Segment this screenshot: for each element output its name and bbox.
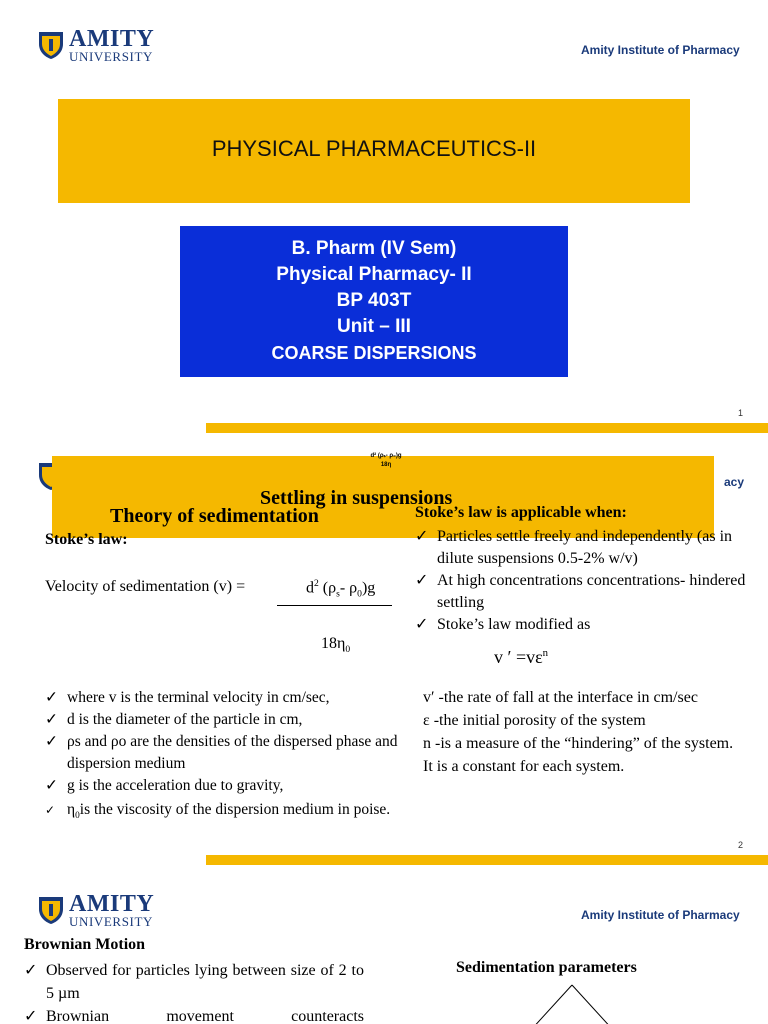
bullet-text: At high concentrations concentrations- hindered settling <box>437 572 746 611</box>
title-banner <box>58 99 690 203</box>
numerator-g: )g <box>361 579 376 597</box>
check-icon: ✓ <box>24 962 38 979</box>
slide-3 <box>0 865 768 1024</box>
modified-equation <box>494 647 548 668</box>
formula-denominator <box>321 635 350 655</box>
bullet-text: is the viscosity of the dispersion medium in poise. <box>79 801 391 818</box>
left-bullet-list <box>45 687 405 827</box>
check-icon: ✓ <box>45 711 58 728</box>
crest-icon <box>37 30 65 60</box>
list-item <box>45 687 405 709</box>
numerator-squared: 2 <box>314 578 319 589</box>
right-heading: Stoke’s law is applicable when: <box>415 504 627 521</box>
right-bullet-list <box>415 526 760 636</box>
tiny-formula-top: d² (ρₛ- ρ₀)g <box>370 453 402 459</box>
list-item <box>24 1005 364 1024</box>
definition: n -is a measure of the “hindering” of the system. It is a constant for each system. <box>423 735 734 775</box>
course-box <box>180 226 568 377</box>
check-icon: ✓ <box>45 733 58 750</box>
sedimentation-parameters-heading: Sedimentation parameters <box>456 959 637 976</box>
course-line-2: Physical Pharmacy- II <box>276 264 472 285</box>
check-icon: ✓ <box>45 777 58 794</box>
brand-sub: UNIVERSITY <box>69 914 153 929</box>
definition: v′ -the rate of fall at the interface in cm/sec <box>423 689 698 706</box>
formula-numerator <box>306 578 375 600</box>
brand-name: AMITY <box>69 26 155 52</box>
check-icon: ✓ <box>45 803 56 817</box>
institute-name-partial: acy <box>724 475 745 489</box>
numerator-d: d <box>306 579 314 597</box>
list-item <box>45 731 405 775</box>
brand-name: AMITY <box>69 891 155 917</box>
page-number: 2 <box>738 840 744 850</box>
numerator-minus: - ρ <box>339 579 358 597</box>
amity-logo <box>37 893 177 929</box>
check-icon: ✓ <box>45 689 58 706</box>
tiny-formula-bottom: 18η <box>380 462 392 468</box>
list-item <box>45 709 405 731</box>
bullet-text: where v is the terminal velocity in cm/sec, <box>67 689 330 706</box>
numerator-s: s <box>336 588 340 600</box>
slide-title: PHYSICAL PHARMACEUTICS-II <box>211 136 537 161</box>
brownian-bullets <box>24 959 364 1024</box>
eta-symbol: η <box>67 801 76 818</box>
banner-title: Settling in suspensions <box>260 487 453 509</box>
check-icon: ✓ <box>415 616 429 633</box>
modified-eq-text: v ′ =vε <box>494 647 543 667</box>
course-line-3: BP 403T <box>336 290 412 311</box>
footer-rule <box>206 423 768 433</box>
list-item <box>45 799 405 827</box>
definition: ε -the initial porosity of the system <box>423 712 646 729</box>
list-item <box>415 570 760 614</box>
bullet-text: g is the acceleration due to gravity, <box>67 777 284 794</box>
list-item <box>415 614 760 636</box>
numerator-0: 0 <box>357 588 362 600</box>
triangle-diagram <box>520 981 630 1024</box>
brownian-heading: Brownian Motion <box>24 936 146 953</box>
institute-name: Amity Institute of Pharmacy <box>581 908 740 922</box>
check-icon: ✓ <box>415 572 429 589</box>
page-number: 1 <box>738 408 744 418</box>
course-line-4: Unit – III <box>337 316 411 337</box>
course-line-1: B. Pharm (IV Sem) <box>291 238 457 259</box>
modified-eq-sup: n <box>542 647 549 659</box>
check-icon: ✓ <box>24 1008 38 1024</box>
slide-1 <box>0 0 768 435</box>
bullet-text: ρs and ρo are the densities of the dispersed phase and dispersion medium <box>67 733 398 772</box>
denominator-text: 18η <box>321 635 346 652</box>
crest-icon <box>37 895 65 925</box>
check-icon: ✓ <box>415 528 429 545</box>
bullet-text: d is the diameter of the particle in cm, <box>67 711 303 728</box>
definitions <box>423 686 743 778</box>
left-heading: Theory of sedimentation <box>110 505 319 527</box>
stokes-law-label: Stoke’s law: <box>45 531 128 548</box>
list-item <box>415 526 760 570</box>
list-item <box>45 775 405 797</box>
bullet-text: Stoke’s law modified as <box>437 616 591 633</box>
bullet-text: Observed for particles lying between size of 2 to 5 µm <box>46 962 364 1002</box>
bullet-text: Brownian movement counteracts <box>46 1008 364 1024</box>
velocity-label: Velocity of sedimentation (v) = <box>45 578 246 595</box>
numerator-rho: (ρ <box>322 579 337 597</box>
brand-sub: UNIVERSITY <box>69 49 153 64</box>
list-item <box>24 959 364 1005</box>
footer-rule <box>206 855 768 865</box>
tiny-formula <box>356 452 416 470</box>
slide-2 <box>0 435 768 865</box>
course-line-5: COARSE DISPERSIONS <box>271 343 477 363</box>
bullet-text: Particles settle freely and independently (as in dilute suspensions 0.5-2% w/v) <box>437 528 733 567</box>
amity-logo <box>37 28 177 64</box>
denominator-sub: 0 <box>345 644 351 656</box>
eta-sub: 0 <box>75 811 80 822</box>
institute-name: Amity Institute of Pharmacy <box>581 43 740 57</box>
fraction-bar <box>277 605 392 606</box>
